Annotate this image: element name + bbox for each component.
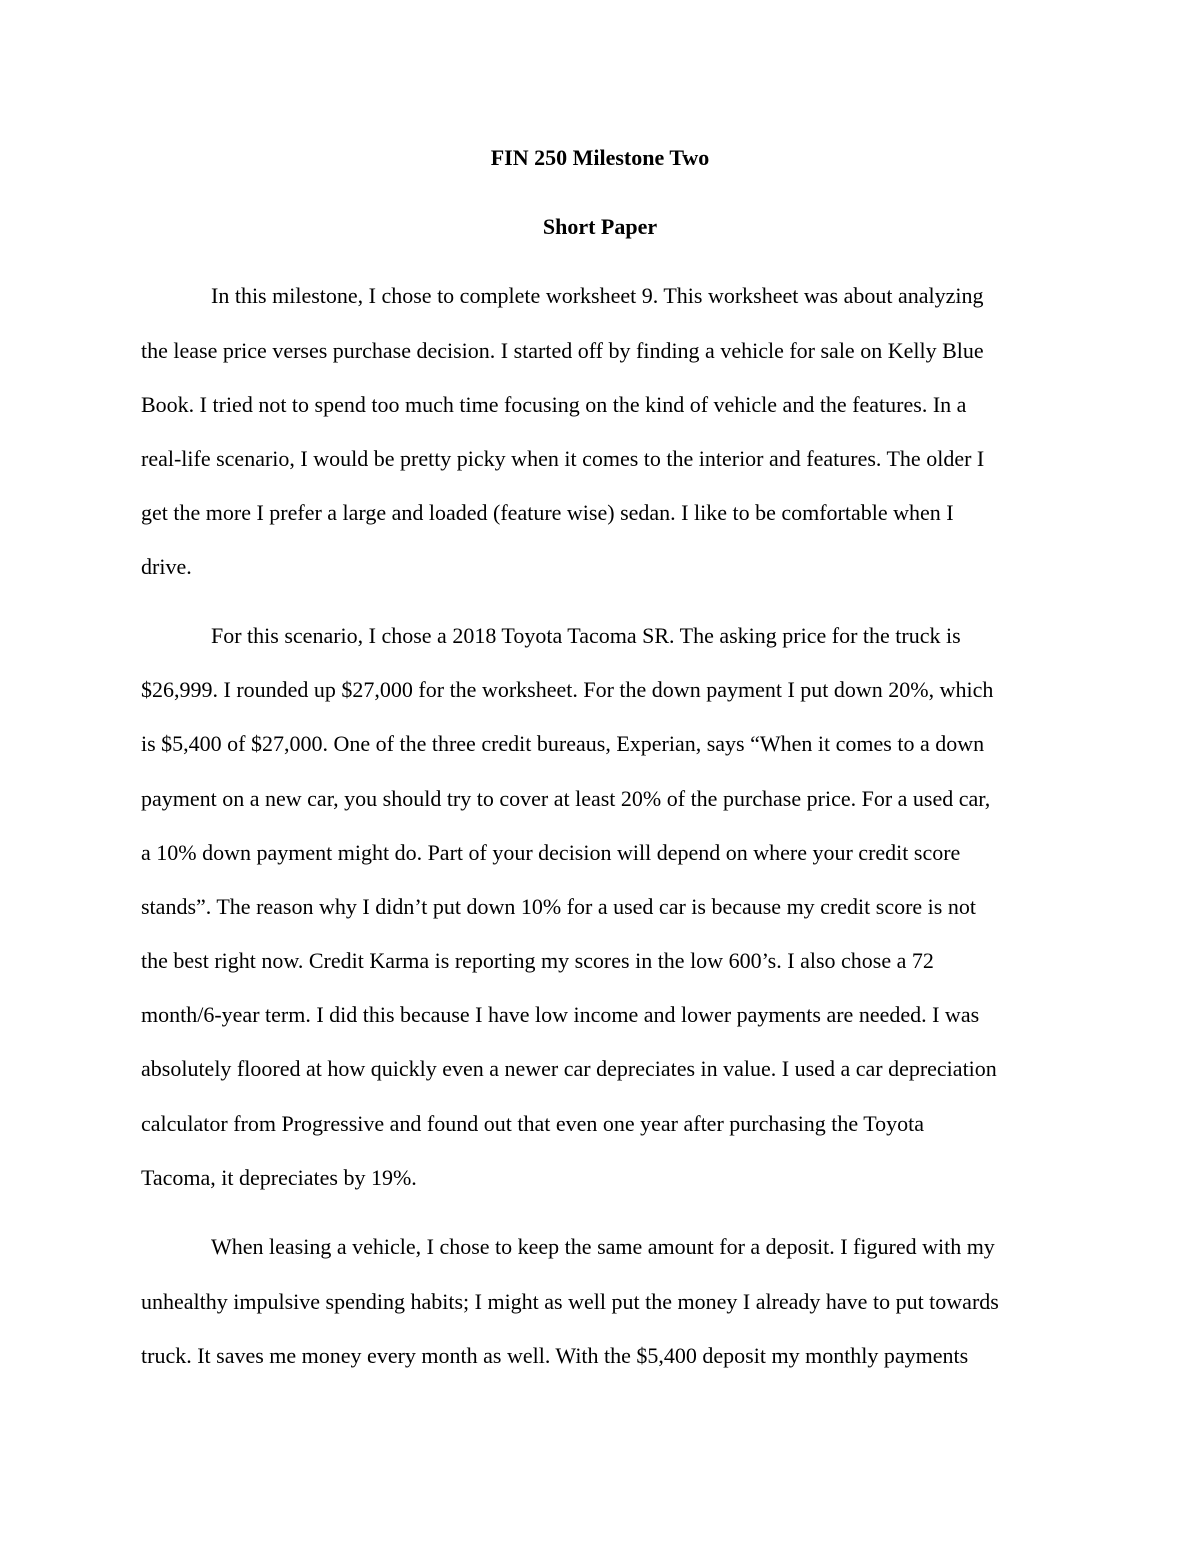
text-line: stands”. The reason why I didn’t put down 10% for a used car is because my credit score is not	[141, 894, 976, 919]
document-subtitle: Short Paper	[542, 214, 658, 239]
text-line: drive.	[141, 554, 192, 579]
text-line: the best right now. Credit Karma is reporting my scores in the low 600’s. I also chose a 72	[141, 948, 934, 973]
text-line: month/6-year term. I did this because I have low income and lower payments are needed. I was	[141, 1002, 980, 1027]
text-line: Tacoma, it depreciates by 19%.	[141, 1165, 417, 1190]
text-line: payment on a new car, you should try to cover at least 20% of the purchase price. For a used car,	[141, 786, 991, 811]
text-line: $26,999. I rounded up $27,000 for the worksheet. For the down payment I put down 20%, which	[141, 677, 994, 702]
text-line: In this milestone, I chose to complete worksheet 9. This worksheet was about analyzing	[211, 283, 984, 308]
document-title: FIN 250 Milestone Two	[490, 145, 710, 170]
text-line: absolutely floored at how quickly even a newer car depreciates in value. I used a car depreciation	[141, 1056, 997, 1081]
text-line: get the more I prefer a large and loaded (feature wise) sedan. I like to be comfortable when I	[141, 500, 954, 525]
text-line: When leasing a vehicle, I chose to keep the same amount for a deposit. I figured with my	[211, 1234, 995, 1259]
text-line: real-life scenario, I would be pretty picky when it comes to the interior and features. The older I	[141, 446, 985, 471]
text-line: truck. It saves me money every month as well. With the $5,400 deposit my monthly payments	[141, 1343, 969, 1368]
text-line: calculator from Progressive and found out that even one year after purchasing the Toyota	[141, 1111, 925, 1136]
text-line: is $5,400 of $27,000. One of the three credit bureaus, Experian, says “When it comes to a down	[141, 731, 985, 756]
text-line: unhealthy impulsive spending habits; I might as well put the money I already have to put towards	[141, 1289, 999, 1314]
text-line: the lease price verses purchase decision. I started off by finding a vehicle for sale on Kelly Blue	[141, 338, 984, 363]
text-line: For this scenario, I chose a 2018 Toyota Tacoma SR. The asking price for the truck is	[211, 623, 961, 648]
text-line: a 10% down payment might do. Part of your decision will depend on where your credit score	[141, 840, 961, 865]
text-line: Book. I tried not to spend too much time focusing on the kind of vehicle and the features. In a	[141, 392, 967, 417]
